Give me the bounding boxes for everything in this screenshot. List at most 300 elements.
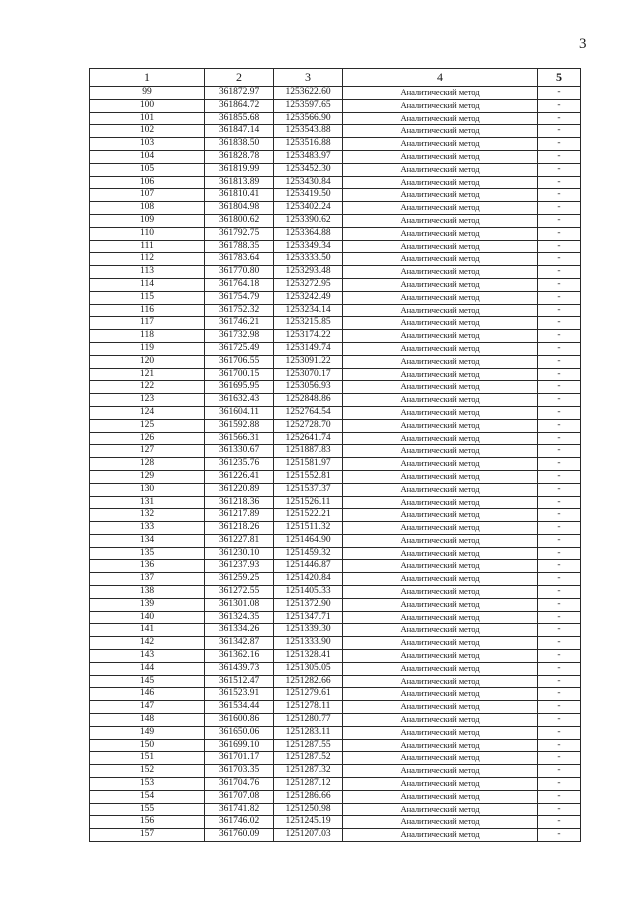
point-number-cell: 109	[90, 214, 205, 227]
point-number-cell: 103	[90, 138, 205, 151]
note-cell: -	[538, 701, 581, 714]
method-cell: Аналитический метод	[343, 253, 538, 266]
table-row	[90, 496, 581, 509]
note-cell: -	[538, 752, 581, 765]
point-number-cell: 134	[90, 534, 205, 547]
note-cell: -	[538, 330, 581, 343]
method-cell: Аналитический метод	[343, 522, 538, 535]
x-coordinate-cell: 361439.73	[205, 662, 274, 675]
y-coordinate-cell: 1253516.88	[274, 138, 343, 151]
y-coordinate-cell: 1251287.52	[274, 752, 343, 765]
y-coordinate-cell: 1253402.24	[274, 202, 343, 215]
x-coordinate-cell: 361259.25	[205, 573, 274, 586]
table-row	[90, 112, 581, 125]
y-coordinate-cell: 1253430.84	[274, 176, 343, 189]
coordinates-table	[89, 68, 581, 842]
method-cell: Аналитический метод	[343, 726, 538, 739]
table-row	[90, 330, 581, 343]
table-row	[90, 278, 581, 291]
method-cell: Аналитический метод	[343, 394, 538, 407]
x-coordinate-cell: 361226.41	[205, 470, 274, 483]
y-coordinate-cell: 1251280.77	[274, 714, 343, 727]
point-number-cell: 131	[90, 496, 205, 509]
note-cell: -	[538, 253, 581, 266]
point-number-cell: 115	[90, 291, 205, 304]
x-coordinate-cell: 361600.86	[205, 714, 274, 727]
point-number-cell: 111	[90, 240, 205, 253]
x-coordinate-cell: 361650.06	[205, 726, 274, 739]
point-number-cell: 140	[90, 611, 205, 624]
note-cell: -	[538, 138, 581, 151]
point-number-cell: 107	[90, 189, 205, 202]
point-number-cell: 143	[90, 650, 205, 663]
method-cell: Аналитический метод	[343, 163, 538, 176]
table-row	[90, 598, 581, 611]
table-row	[90, 227, 581, 240]
y-coordinate-cell: 1253364.88	[274, 227, 343, 240]
point-number-cell: 136	[90, 560, 205, 573]
table-row	[90, 125, 581, 138]
point-number-cell: 135	[90, 547, 205, 560]
table-row	[90, 458, 581, 471]
y-coordinate-cell: 1251464.90	[274, 534, 343, 547]
point-number-cell: 108	[90, 202, 205, 215]
point-number-cell: 117	[90, 317, 205, 330]
point-number-cell: 139	[90, 598, 205, 611]
y-coordinate-cell: 1251333.90	[274, 637, 343, 650]
y-coordinate-cell: 1253293.48	[274, 266, 343, 279]
point-number-cell: 105	[90, 163, 205, 176]
y-coordinate-cell: 1251279.61	[274, 688, 343, 701]
y-coordinate-cell: 1253091.22	[274, 355, 343, 368]
method-cell: Аналитический метод	[343, 406, 538, 419]
y-coordinate-cell: 1253419.50	[274, 189, 343, 202]
point-number-cell: 127	[90, 445, 205, 458]
note-cell: -	[538, 547, 581, 560]
point-number-cell: 110	[90, 227, 205, 240]
table-row	[90, 509, 581, 522]
note-cell: -	[538, 522, 581, 535]
table-row	[90, 202, 581, 215]
method-cell: Аналитический метод	[343, 99, 538, 112]
note-cell: -	[538, 611, 581, 624]
point-number-cell: 114	[90, 278, 205, 291]
y-coordinate-cell: 1252764.54	[274, 406, 343, 419]
note-cell: -	[538, 355, 581, 368]
point-number-cell: 153	[90, 778, 205, 791]
x-coordinate-cell: 361512.47	[205, 675, 274, 688]
y-coordinate-cell: 1251282.66	[274, 675, 343, 688]
point-number-cell: 126	[90, 432, 205, 445]
point-number-cell: 125	[90, 419, 205, 432]
header-col-5: 5	[538, 69, 581, 87]
note-cell: -	[538, 560, 581, 573]
x-coordinate-cell: 361725.49	[205, 342, 274, 355]
point-number-cell: 144	[90, 662, 205, 675]
method-cell: Аналитический метод	[343, 560, 538, 573]
note-cell: -	[538, 368, 581, 381]
point-number-cell: 120	[90, 355, 205, 368]
x-coordinate-cell: 361855.68	[205, 112, 274, 125]
y-coordinate-cell: 1253174.22	[274, 330, 343, 343]
x-coordinate-cell: 361230.10	[205, 547, 274, 560]
table-row	[90, 342, 581, 355]
x-coordinate-cell: 361746.02	[205, 816, 274, 829]
note-cell: -	[538, 419, 581, 432]
table-header-row	[90, 69, 581, 87]
note-cell: -	[538, 765, 581, 778]
method-cell: Аналитический метод	[343, 701, 538, 714]
x-coordinate-cell: 361813.89	[205, 176, 274, 189]
y-coordinate-cell: 1251305.05	[274, 662, 343, 675]
method-cell: Аналитический метод	[343, 125, 538, 138]
note-cell: -	[538, 112, 581, 125]
y-coordinate-cell: 1251522.21	[274, 509, 343, 522]
point-number-cell: 133	[90, 522, 205, 535]
method-cell: Аналитический метод	[343, 227, 538, 240]
point-number-cell: 123	[90, 394, 205, 407]
point-number-cell: 112	[90, 253, 205, 266]
method-cell: Аналитический метод	[343, 483, 538, 496]
table-row	[90, 368, 581, 381]
table-row	[90, 291, 581, 304]
x-coordinate-cell: 361800.62	[205, 214, 274, 227]
table-row	[90, 483, 581, 496]
table-row	[90, 138, 581, 151]
note-cell: -	[538, 714, 581, 727]
x-coordinate-cell: 361792.75	[205, 227, 274, 240]
x-coordinate-cell: 361754.79	[205, 291, 274, 304]
y-coordinate-cell: 1253333.50	[274, 253, 343, 266]
note-cell: -	[538, 445, 581, 458]
point-number-cell: 129	[90, 470, 205, 483]
header-col-3: 3	[274, 69, 343, 87]
note-cell: -	[538, 598, 581, 611]
note-cell: -	[538, 829, 581, 842]
note-cell: -	[538, 803, 581, 816]
method-cell: Аналитический метод	[343, 573, 538, 586]
method-cell: Аналитический метод	[343, 176, 538, 189]
method-cell: Аналитический метод	[343, 816, 538, 829]
method-cell: Аналитический метод	[343, 598, 538, 611]
x-coordinate-cell: 361227.81	[205, 534, 274, 547]
y-coordinate-cell: 1253234.14	[274, 304, 343, 317]
method-cell: Аналитический метод	[343, 829, 538, 842]
note-cell: -	[538, 99, 581, 112]
note-cell: -	[538, 406, 581, 419]
x-coordinate-cell: 361217.89	[205, 509, 274, 522]
table-row	[90, 355, 581, 368]
note-cell: -	[538, 637, 581, 650]
x-coordinate-cell: 361770.80	[205, 266, 274, 279]
point-number-cell: 155	[90, 803, 205, 816]
point-number-cell: 146	[90, 688, 205, 701]
x-coordinate-cell: 361324.35	[205, 611, 274, 624]
point-number-cell: 101	[90, 112, 205, 125]
y-coordinate-cell: 1251537.37	[274, 483, 343, 496]
table-row	[90, 726, 581, 739]
header-col-1: 1	[90, 69, 205, 87]
y-coordinate-cell: 1251328.41	[274, 650, 343, 663]
note-cell: -	[538, 394, 581, 407]
y-coordinate-cell: 1251287.55	[274, 739, 343, 752]
table-body	[90, 87, 581, 842]
note-cell: -	[538, 790, 581, 803]
method-cell: Аналитический метод	[343, 650, 538, 663]
note-cell: -	[538, 432, 581, 445]
note-cell: -	[538, 214, 581, 227]
note-cell: -	[538, 573, 581, 586]
point-number-cell: 154	[90, 790, 205, 803]
x-coordinate-cell: 361534.44	[205, 701, 274, 714]
point-number-cell: 128	[90, 458, 205, 471]
point-number-cell: 118	[90, 330, 205, 343]
note-cell: -	[538, 291, 581, 304]
x-coordinate-cell: 361695.95	[205, 381, 274, 394]
note-cell: -	[538, 304, 581, 317]
table-row	[90, 470, 581, 483]
table-row	[90, 266, 581, 279]
page-number: 3	[579, 36, 587, 52]
table-row	[90, 829, 581, 842]
point-number-cell: 138	[90, 586, 205, 599]
x-coordinate-cell: 361330.67	[205, 445, 274, 458]
note-cell: -	[538, 87, 581, 100]
note-cell: -	[538, 278, 581, 291]
table-row	[90, 534, 581, 547]
y-coordinate-cell: 1252848.86	[274, 394, 343, 407]
y-coordinate-cell: 1251250.98	[274, 803, 343, 816]
x-coordinate-cell: 361704.76	[205, 778, 274, 791]
point-number-cell: 116	[90, 304, 205, 317]
y-coordinate-cell: 1251287.32	[274, 765, 343, 778]
table-row	[90, 317, 581, 330]
x-coordinate-cell: 361701.17	[205, 752, 274, 765]
method-cell: Аналитический метод	[343, 342, 538, 355]
table-row	[90, 662, 581, 675]
y-coordinate-cell: 1251552.81	[274, 470, 343, 483]
method-cell: Аналитический метод	[343, 470, 538, 483]
y-coordinate-cell: 1253070.17	[274, 368, 343, 381]
table-row	[90, 99, 581, 112]
method-cell: Аналитический метод	[343, 739, 538, 752]
method-cell: Аналитический метод	[343, 291, 538, 304]
x-coordinate-cell: 361872.97	[205, 87, 274, 100]
x-coordinate-cell: 361828.78	[205, 150, 274, 163]
point-number-cell: 132	[90, 509, 205, 522]
table-row	[90, 381, 581, 394]
x-coordinate-cell: 361235.76	[205, 458, 274, 471]
x-coordinate-cell: 361604.11	[205, 406, 274, 419]
note-cell: -	[538, 381, 581, 394]
method-cell: Аналитический метод	[343, 688, 538, 701]
x-coordinate-cell: 361764.18	[205, 278, 274, 291]
point-number-cell: 142	[90, 637, 205, 650]
table-row	[90, 432, 581, 445]
point-number-cell: 150	[90, 739, 205, 752]
table-row	[90, 675, 581, 688]
note-cell: -	[538, 650, 581, 663]
table-row	[90, 637, 581, 650]
table-row	[90, 816, 581, 829]
note-cell: -	[538, 266, 581, 279]
table-row	[90, 688, 581, 701]
x-coordinate-cell: 361632.43	[205, 394, 274, 407]
method-cell: Аналитический метод	[343, 240, 538, 253]
note-cell: -	[538, 509, 581, 522]
note-cell: -	[538, 342, 581, 355]
table-row	[90, 624, 581, 637]
x-coordinate-cell: 361847.14	[205, 125, 274, 138]
note-cell: -	[538, 496, 581, 509]
point-number-cell: 124	[90, 406, 205, 419]
x-coordinate-cell: 361566.31	[205, 432, 274, 445]
x-coordinate-cell: 361272.55	[205, 586, 274, 599]
table-row	[90, 765, 581, 778]
note-cell: -	[538, 586, 581, 599]
table-row	[90, 214, 581, 227]
method-cell: Аналитический метод	[343, 752, 538, 765]
point-number-cell: 145	[90, 675, 205, 688]
note-cell: -	[538, 227, 581, 240]
table-row	[90, 752, 581, 765]
note-cell: -	[538, 778, 581, 791]
note-cell: -	[538, 688, 581, 701]
y-coordinate-cell: 1253215.85	[274, 317, 343, 330]
table-row	[90, 739, 581, 752]
point-number-cell: 152	[90, 765, 205, 778]
method-cell: Аналитический метод	[343, 675, 538, 688]
note-cell: -	[538, 163, 581, 176]
point-number-cell: 151	[90, 752, 205, 765]
method-cell: Аналитический метод	[343, 611, 538, 624]
point-number-cell: 130	[90, 483, 205, 496]
method-cell: Аналитический метод	[343, 317, 538, 330]
y-coordinate-cell: 1251245.19	[274, 816, 343, 829]
y-coordinate-cell: 1251287.12	[274, 778, 343, 791]
point-number-cell: 99	[90, 87, 205, 100]
method-cell: Аналитический метод	[343, 330, 538, 343]
y-coordinate-cell: 1253597.65	[274, 99, 343, 112]
x-coordinate-cell: 361804.98	[205, 202, 274, 215]
header-col-2: 2	[205, 69, 274, 87]
x-coordinate-cell: 361237.93	[205, 560, 274, 573]
table-row	[90, 87, 581, 100]
method-cell: Аналитический метод	[343, 662, 538, 675]
y-coordinate-cell: 1253622.60	[274, 87, 343, 100]
table-row	[90, 778, 581, 791]
method-cell: Аналитический метод	[343, 266, 538, 279]
point-number-cell: 122	[90, 381, 205, 394]
y-coordinate-cell: 1253272.95	[274, 278, 343, 291]
y-coordinate-cell: 1251339.30	[274, 624, 343, 637]
x-coordinate-cell: 361218.36	[205, 496, 274, 509]
y-coordinate-cell: 1253452.30	[274, 163, 343, 176]
method-cell: Аналитический метод	[343, 278, 538, 291]
x-coordinate-cell: 361220.89	[205, 483, 274, 496]
y-coordinate-cell: 1253483.97	[274, 150, 343, 163]
note-cell: -	[538, 176, 581, 189]
y-coordinate-cell: 1251278.11	[274, 701, 343, 714]
note-cell: -	[538, 624, 581, 637]
table-row	[90, 419, 581, 432]
x-coordinate-cell: 361706.55	[205, 355, 274, 368]
note-cell: -	[538, 675, 581, 688]
x-coordinate-cell: 361838.50	[205, 138, 274, 151]
x-coordinate-cell: 361810.41	[205, 189, 274, 202]
method-cell: Аналитический метод	[343, 87, 538, 100]
y-coordinate-cell: 1251372.90	[274, 598, 343, 611]
method-cell: Аналитический метод	[343, 112, 538, 125]
x-coordinate-cell: 361592.88	[205, 419, 274, 432]
x-coordinate-cell: 361699.10	[205, 739, 274, 752]
method-cell: Аналитический метод	[343, 381, 538, 394]
point-number-cell: 147	[90, 701, 205, 714]
x-coordinate-cell: 361523.91	[205, 688, 274, 701]
note-cell: -	[538, 150, 581, 163]
method-cell: Аналитический метод	[343, 496, 538, 509]
method-cell: Аналитический метод	[343, 790, 538, 803]
point-number-cell: 156	[90, 816, 205, 829]
y-coordinate-cell: 1252641.74	[274, 432, 343, 445]
x-coordinate-cell: 361342.87	[205, 637, 274, 650]
x-coordinate-cell: 361700.15	[205, 368, 274, 381]
method-cell: Аналитический метод	[343, 445, 538, 458]
method-cell: Аналитический метод	[343, 624, 538, 637]
y-coordinate-cell: 1251286.66	[274, 790, 343, 803]
y-coordinate-cell: 1251581.97	[274, 458, 343, 471]
y-coordinate-cell: 1251347.71	[274, 611, 343, 624]
method-cell: Аналитический метод	[343, 355, 538, 368]
y-coordinate-cell: 1251405.33	[274, 586, 343, 599]
table-row	[90, 240, 581, 253]
table-row	[90, 611, 581, 624]
x-coordinate-cell: 361788.35	[205, 240, 274, 253]
note-cell: -	[538, 317, 581, 330]
point-number-cell: 148	[90, 714, 205, 727]
method-cell: Аналитический метод	[343, 202, 538, 215]
note-cell: -	[538, 483, 581, 496]
method-cell: Аналитический метод	[343, 214, 538, 227]
table-row	[90, 445, 581, 458]
method-cell: Аналитический метод	[343, 714, 538, 727]
method-cell: Аналитический метод	[343, 534, 538, 547]
point-number-cell: 104	[90, 150, 205, 163]
method-cell: Аналитический метод	[343, 419, 538, 432]
x-coordinate-cell: 361334.26	[205, 624, 274, 637]
table-row	[90, 650, 581, 663]
table-row	[90, 189, 581, 202]
table-row	[90, 253, 581, 266]
point-number-cell: 141	[90, 624, 205, 637]
note-cell: -	[538, 189, 581, 202]
table-row	[90, 176, 581, 189]
point-number-cell: 157	[90, 829, 205, 842]
note-cell: -	[538, 726, 581, 739]
note-cell: -	[538, 125, 581, 138]
y-coordinate-cell: 1253242.49	[274, 291, 343, 304]
y-coordinate-cell: 1251511.32	[274, 522, 343, 535]
table-row	[90, 522, 581, 535]
point-number-cell: 113	[90, 266, 205, 279]
x-coordinate-cell: 361741.82	[205, 803, 274, 816]
y-coordinate-cell: 1251887.83	[274, 445, 343, 458]
table-row	[90, 573, 581, 586]
table-row	[90, 803, 581, 816]
y-coordinate-cell: 1253056.93	[274, 381, 343, 394]
point-number-cell: 149	[90, 726, 205, 739]
table-row	[90, 790, 581, 803]
